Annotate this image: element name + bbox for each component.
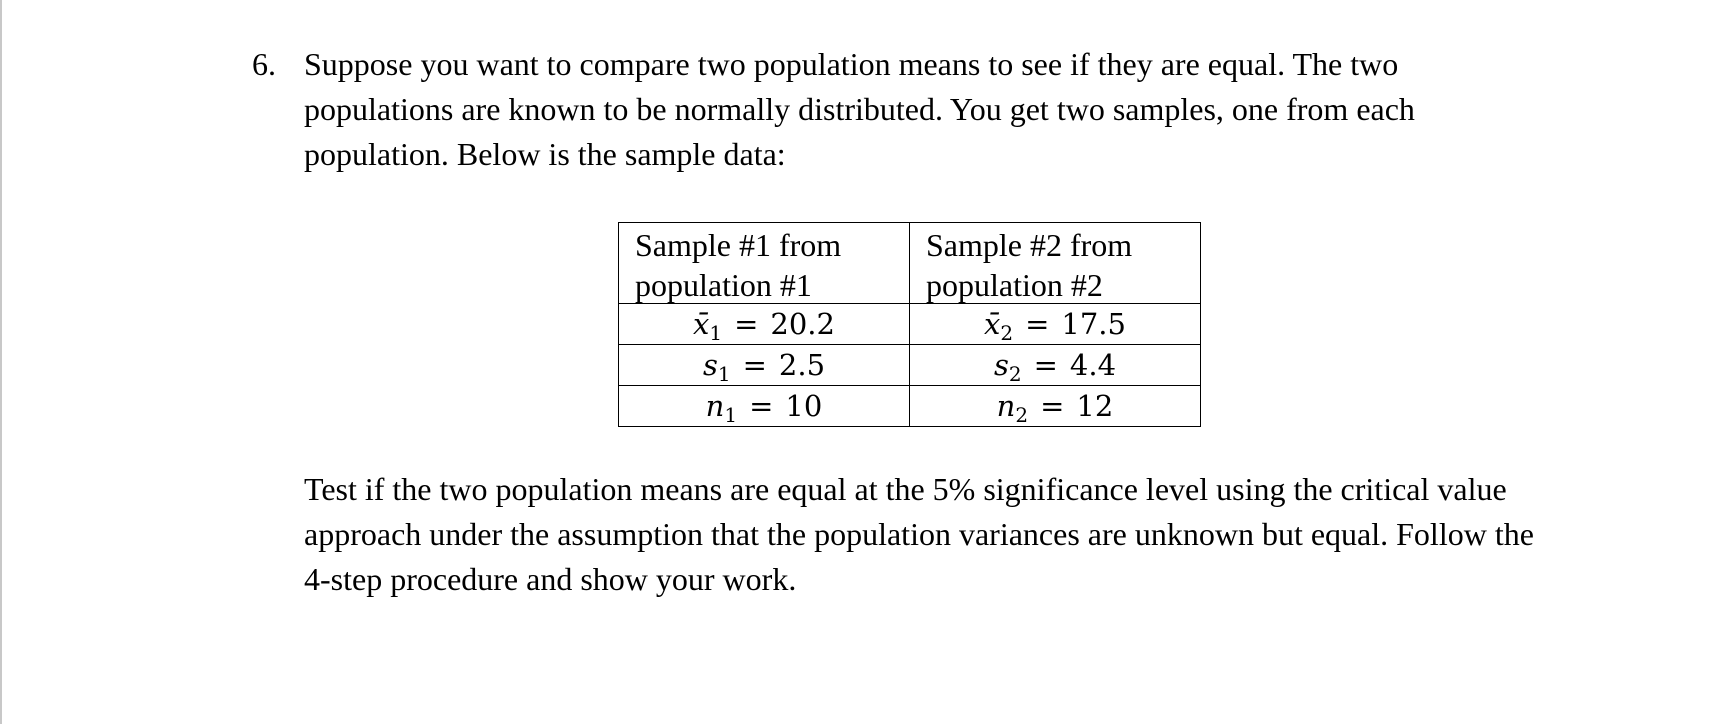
followup-instructions: Test if the two population means are equal at the 5% significance level using the critical value approach under the assumption that the population variances are unknown but equal. Follow the 4-step procedure and show your work.: [304, 471, 1534, 597]
stat-symbol: s: [993, 348, 1009, 382]
stat-equals: =: [1040, 389, 1065, 423]
header-line: population #2: [926, 267, 1103, 303]
sample-data-table: [618, 222, 1201, 427]
table-cell: [910, 345, 1201, 386]
question-number: 6.: [252, 46, 276, 82]
stat-subscript: 2: [1000, 321, 1014, 345]
header-line: Sample #2 from: [926, 227, 1133, 263]
stat-value: 20.2: [770, 307, 835, 341]
stat-equals: =: [749, 389, 774, 423]
stat-value: 12: [1076, 389, 1114, 423]
stat-symbol: n: [996, 389, 1016, 423]
table-header-cell: [619, 223, 910, 304]
table-header-row: [619, 223, 1201, 304]
table-cell: [619, 304, 910, 345]
stat-symbol: x̄: [693, 307, 710, 341]
table-row: [619, 345, 1201, 386]
header-line: Sample #1 from: [635, 227, 842, 263]
table-cell: [619, 386, 910, 427]
table-row: [619, 304, 1201, 345]
question-text: Suppose you want to compare two population means to see if they are equal. The two populations are known to be normally distributed. You get two samples, one from each population. Below is the sample data:: [304, 46, 1415, 172]
table-cell: [910, 386, 1201, 427]
stat-value: 2.5: [778, 348, 826, 382]
stat-equals: =: [1033, 348, 1058, 382]
stat-equals: =: [742, 348, 767, 382]
stat-symbol: x̄: [984, 307, 1001, 341]
header-line: population #1: [635, 267, 812, 303]
stat-subscript: 1: [724, 403, 738, 427]
stat-symbol: s: [702, 348, 718, 382]
stat-symbol: n: [705, 389, 725, 423]
stat-equals: =: [1025, 307, 1050, 341]
table-cell: [910, 304, 1201, 345]
table-cell: [619, 345, 910, 386]
page-left-border: [0, 0, 2, 724]
stat-equals: =: [734, 307, 759, 341]
table-row: [619, 386, 1201, 427]
stat-subscript: 2: [1008, 362, 1022, 386]
stat-subscript: 1: [709, 321, 723, 345]
stat-value: 4.4: [1069, 348, 1117, 382]
stat-subscript: 2: [1015, 403, 1029, 427]
stat-value: 17.5: [1061, 307, 1126, 341]
stat-value: 10: [785, 389, 823, 423]
table-header-cell: [910, 223, 1201, 304]
stat-subscript: 1: [717, 362, 731, 386]
